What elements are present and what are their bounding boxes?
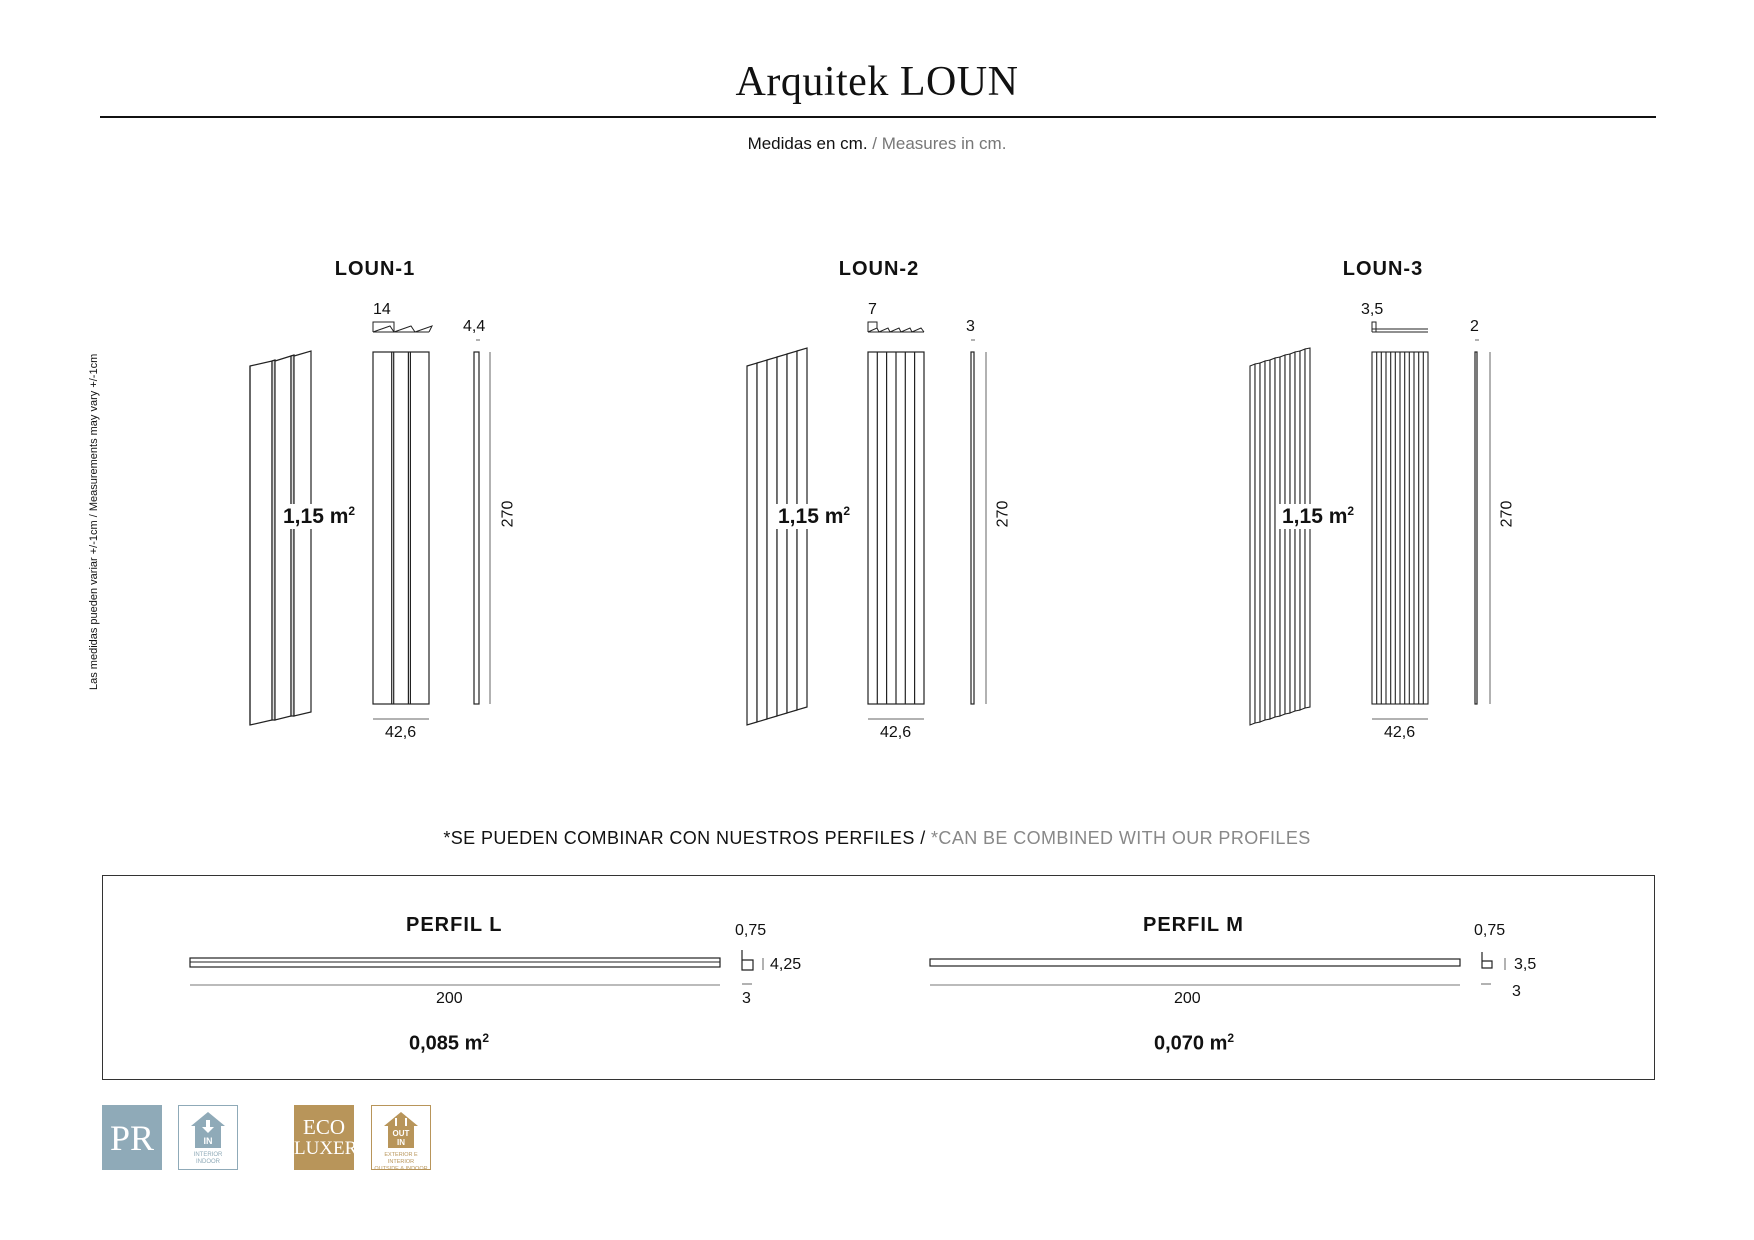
profile-title: PERFIL M	[1143, 914, 1244, 936]
title-divider	[100, 116, 1656, 118]
profile-top-dim: 0,75	[735, 922, 767, 939]
product-title: LOUN-2	[838, 258, 920, 280]
loun-1-top-profile	[373, 322, 432, 332]
slat-width-dim: 3,5	[1361, 301, 1384, 318]
indoor-caption: INTERIOR INDOOR	[193, 1152, 223, 1165]
loun-1-perspective	[250, 351, 311, 725]
width-dim: 42,6	[1384, 724, 1416, 741]
indoor-badge	[178, 1105, 238, 1170]
outdoor-indoor-caption: EXTERIOR E INTERIOR OUTSIDE & INDOOR	[374, 1152, 428, 1172]
measures-note-en: Measures in cm.	[881, 134, 1007, 153]
measures-note-es: Medidas en cm.	[747, 134, 868, 153]
loun-2-side	[971, 340, 986, 704]
measures-note-sep: /	[867, 134, 882, 153]
perfil-m-drawing	[925, 940, 1525, 1010]
slat-width-dim: 14	[373, 301, 391, 318]
svg-text:IN: IN	[203, 1136, 213, 1146]
thickness-dim: 3	[966, 318, 975, 335]
combine-note-es: *SE PUEDEN COMBINAR CON NUESTROS PERFILES	[443, 828, 915, 848]
height-dim: 270	[1498, 500, 1516, 528]
width-dim: 42,6	[385, 724, 417, 741]
perfil-l-drawing	[185, 940, 785, 1010]
svg-text:OUT: OUT	[392, 1129, 410, 1138]
profile-bottom-dim: 3	[742, 990, 751, 1007]
outdoor-indoor-badge	[371, 1105, 431, 1170]
ecoluxer-logo: ECO LUXER	[294, 1105, 354, 1170]
loun-3-front	[1372, 352, 1428, 704]
house-out-in-icon	[382, 1110, 420, 1150]
profile-area: 0,085 $m^2$	[409, 1031, 490, 1055]
house-in-icon	[189, 1110, 227, 1150]
loun-3-perspective	[1250, 348, 1310, 725]
measures-note	[0, 134, 1754, 154]
product-title: LOUN-1	[334, 258, 416, 280]
profile-side-dim: 4,25	[770, 956, 802, 973]
area-label: 1,15 $m^2$	[1279, 504, 1357, 529]
thickness-dim: 2	[1470, 318, 1479, 335]
profile-length-dim: 200	[1174, 990, 1201, 1007]
product-title: LOUN-3	[1342, 258, 1424, 280]
loun-2-perspective	[747, 348, 807, 725]
area-label: 1,15 $m^2$	[280, 504, 358, 529]
profile-title: PERFIL L	[406, 914, 503, 936]
profile-side-dim: 3,5	[1514, 956, 1537, 973]
height-dim: 270	[499, 500, 517, 528]
combine-note	[0, 828, 1754, 849]
combine-note-sep: /	[914, 828, 932, 848]
loun-2-top-profile	[868, 322, 924, 332]
loun-2-front	[868, 352, 924, 704]
profile-length-dim: 200	[436, 990, 463, 1007]
loun-1-front	[373, 352, 429, 704]
loun-3-top-profile	[1372, 322, 1428, 332]
svg-text:IN: IN	[397, 1138, 405, 1147]
combine-note-en: *CAN BE COMBINED WITH OUR PROFILES	[931, 828, 1311, 848]
area-label: 1,15 $m^2$	[775, 504, 853, 529]
tolerance-note: Las medidas pueden variar +/-1cm / Measurements may vary +/-1cm	[88, 353, 100, 690]
height-dim: 270	[994, 500, 1012, 528]
loun-1-side	[474, 340, 490, 704]
page-title: Arquitek LOUN	[735, 59, 1019, 105]
width-dim: 42,6	[880, 724, 912, 741]
loun-3-side	[1475, 340, 1490, 704]
profile-bottom-dim: 3	[1512, 983, 1521, 1000]
pr-badge: PR	[102, 1105, 162, 1170]
thickness-dim: 4,4	[463, 318, 486, 335]
slat-width-dim: 7	[868, 301, 877, 318]
profile-area: 0,070 $m^2$	[1154, 1031, 1235, 1055]
profile-top-dim: 0,75	[1474, 922, 1506, 939]
